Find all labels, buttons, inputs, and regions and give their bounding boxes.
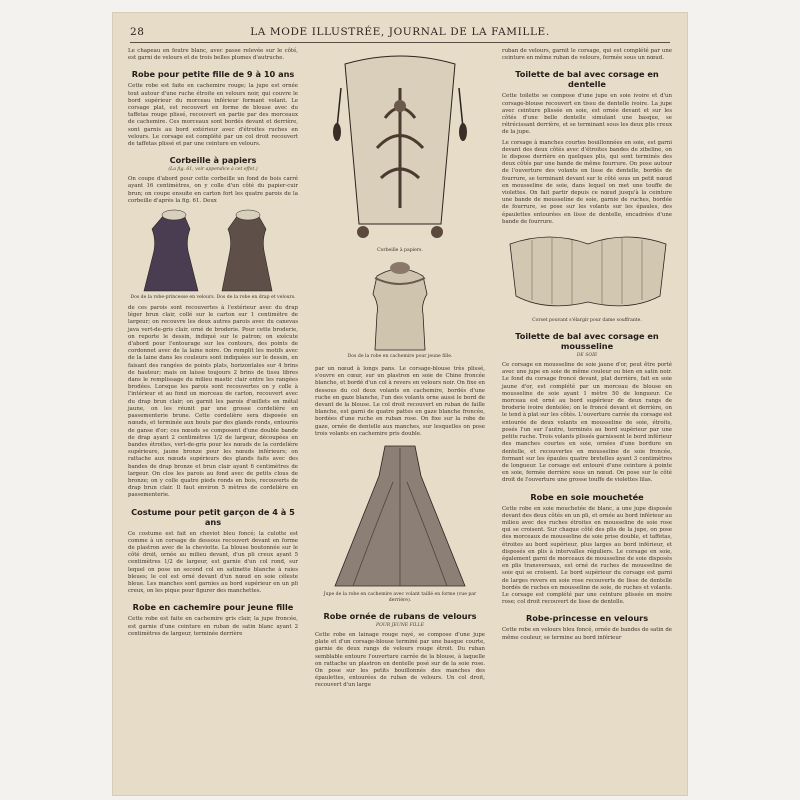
section-body: Cette robe en lainage rouge rayé, se compose d'une jupe plate et d'un corsage-blouse terminé par une basque courte, garnie de deux rangs de velours rouge étroit. Du ruban semblable entoure l'ouverture carrée de la blouse, à laquelle on rattache un plastron en dentelle posé sur de la soie rose. On pose sur les petits bouillonnés des manches des épaulettes, entourées de ruban de velours. Un col droit, recouvert d'un large: [315, 632, 485, 689]
intro-text: Le chapeau en feutre blanc, avec passe relevée sur le côté, est garni de velours et de trois belles plumes d'autruche.: [128, 48, 298, 62]
section-title: Robe en cachemire pour jeune fille: [132, 602, 294, 613]
section-title: Robe pour petite fille de 9 à 10 ans: [131, 69, 295, 80]
corset-figure: [502, 230, 672, 318]
figure-caption: Corbeille à papiers.: [377, 248, 423, 253]
figure-caption: Corset pouvant s'élargir pour dame souffrante.: [532, 318, 642, 324]
column-middle: [315, 48, 485, 693]
section-body: On coupe d'abord pour cette corbeille un fond de bois carré ayant 16 centimètres, on y colle d'un côté du papier-cuir brun; on coupe ensuite en carton fort les quatre parois de la corbeille d'après la fig. 61. Deux: [128, 176, 298, 204]
section-title: Robe-princesse en velours: [525, 613, 649, 624]
page-header: [130, 22, 670, 43]
section-body: Le corsage à manches courtes bouillonnées en soie, est garni devant des deux côtés avec d'étroites bandes de zibeline, on le dispose derrière en quelques plis, qui sont terminés des deux côtés par une bande de même fourrure. On pose autour de l'ouverture des volants en lisse de dentelle, bordés de fourrure, se terminant devant sur le côté sous un petit nœud en mousseline de soie, dans lequel on met une touffe de violettes. On fait partir depuis ce nœud jusqu'à la ceinture une bande de mousseline de soie, garnie de ruches, bordée de fourrure, se pose sur les volants sur les épaules, des épaulettes entourées en lisse de dentelle, encadrées d'une bande de fourrure.: [502, 139, 672, 225]
section-subtitle: DE SOIE: [576, 353, 598, 359]
section-title: Costume pour petit garçon de 4 à 5 ans: [131, 506, 295, 527]
dress-back-figure: [315, 262, 485, 354]
figure-caption: Jupe de la robe en cachemire avec volant taillé en forme (vue par derrière).: [323, 592, 477, 604]
page-number: 28: [130, 26, 145, 38]
dress-backs-figure: [128, 209, 298, 293]
section-subtitle: (La fig. 61, voir appendice à cet effet.): [168, 167, 258, 173]
section-body: Cette robe est faite en cachemire rouge; la jupe est ornée tout autour d'une ruche étroite en velours noir, qui couvre le bord supérieur du morceau inférieur formant volant. Le corsage plat, est recouvert en forme de blouse avec du taffetas rouge plissé, recouvert en partie par des morceaux de cachemire. Ces morceaux sont bordés devant et derrière, sont garnis au bord extérieur avec d'étroites ruches en velours. Le corsage est complété par un col droit recouvert de taffetas plissé et par une ceinture en velours.: [128, 83, 298, 148]
section-body: Ce corsage en mousseline de soie jaune d'or, peut être porté avec une jupe en soie de même couleur ou bien en satin noir. Le fond du corsage froncé devant, plat derrière, fait en soie jaune d'or, est complété par un morceau de blouse en mousseline de soie ayant 1 mètre 50 de longueur. Ce morceau est orné au bord supérieur de deux rangs de broderie ivoire dentelée; on le froncé devant et derrière, on le tend à plat sur les côtés. L'ouverture carrée du corsage est entourée de deux volants en mousseline de soie, étroits, posés l'un sur l'autre, terminés au bord supérieur par une petite ruche. Trois volants plissés garnissent le bord inférieur des manches courtes en soie, ornées d'une bordure en dentelle, et recouvertes en mousseline de soie froncée, formant sur les épaules quatre bretelles ayant 3 centimètres de longueur. Le corsage est entouré d'une ceinture à pointe en soie, fermée derrière sous un nœud. On pose sur le côté droit de l'ouverture une grosse touffe de violettes lilas.: [502, 362, 672, 484]
section-body: Cette robe est faite en cachemire gris clair, la jupe froncée, est garnie d'une ceinture en ruban de satin blanc ayant 2 centimètres de largeur, terminée derrière: [128, 616, 298, 637]
journal-page: [112, 12, 688, 796]
section-title: Toilette de bal avec corsage en mousseline: [515, 331, 659, 352]
section-body: Ce costume est fait en cheviot bleu foncé; la culotte est comme à un corsage de dessous recouvert devant en forme de plastron avec de la cheviotte. La blouse boutonnée sur le côté droit, ornée au milieu devant, d'un pli creux ayant 5 centimètres 1/2 de largeur, est garnie d'un col rond, sur lequel on pose un second col en satinette blanche à raies bleues; le col est orné devant d'un nœud en soie céleste bleue. Les manches sont garnies au bord supérieur en un pli creux, on les pique pour figurer des manchettes.: [128, 530, 298, 595]
section-subtitle: POUR JEUNE FILLE: [375, 623, 424, 629]
section-body: de ces parois sont recouvertes à l'extérieur avec du drap léger brun clair, collé sur le carton sur 1 centimètre de largeur; on recouvre les deux autres parois avec du canevas java vert-de-gris clair, orné de broderie. Pour cette broderie, on reporte le dessin, indiqué sur le patron; on exécute d'abord pour l'entourage sur les contours, des points de cordonnet avec de la laine noire. On remplit les motifs avec de la laine dans les couleurs sont indiquées sur le dessin, en faisant des rangées de points plats, horizontales sur 4 brins de hauteur; mais on laisse toujours 2 brins de tissu libres dans le remplissage du milieu mastic clair entre les rangées brodées. Lorsque les parois sont recouvertes on y colle à l'intérieur et au fond un morceau de carton, recouvert avec du drap brun clair; on garnit les parois d'œillets en métal jaune, on les réunit par une grosse cordelière en passementerie brune. Cette cordelière sera disposée en nœuds, et terminée aux bouts par des glands ronds, entourés de ganse d'or; ces nœuds se composent d'une double bande de drap ayant 2 centimètres 1/2 de largeur, découpées en bandes étroites, vert-de-gris pour les nœuds de la cordelière supérieure, jaune bronze pour les nœuds inférieurs; on rattache aux nœuds supérieurs des glands faits avec des bandes de drap bronze et brun clair ayant 6 centimètres de largeur. On clos les parois au fond avec de petits clous de bronze; on y colle quatre pieds ronds en bois, recouverts de drap brun clair. Il faut environ 5 mètres de cordelière en passementerie.: [128, 305, 298, 499]
section-body: Cette robe en soie mouchetée de blanc, a une jupe disposée devant des deux côtés en un pli, et ornée au bord inférieur au milieu avec des ruches étroites en mousseline de soie rose qui se croisent. Sur chaque côté des plis de la jupe, on pose des morceaux de mousseline de soie prise double, et taffetas, étroites au bord supérieur, plus larges au bord inférieur, et disposés en plis à intervalles réguliers. Le corsage en soie, également garni de morceaux de mousseline de soie disposés en plis transversaux, est orné de ruches de mousseline de soie qui se croisent. Le bord supérieur du corsage est garni de larges revers en soie rose recouverts de lisse de dentelle bordés de ruches en mousseline de soie, de ruches et volants. Le corsage est complété par une ceinture plissée en moire rose; col droit recouvert de lisse de dentelle.: [502, 505, 672, 606]
dress-illustration: [144, 212, 198, 291]
section-title: Robe ornée de rubans de velours: [323, 611, 477, 622]
section-body: Cette toilette se compose d'une jupe en soie ivoire et d'un corsage-blouse recouvert en tissu de dentelle ivoire. La jupe avec ceinture plissée en soie, est ornée devant et sur les côtés d'une belle dentelle simulant une basque, se rétrécissant derrière, et se terminant sous les deux plis creux de la jupe.: [502, 93, 672, 136]
section-body: Cette robe en velours bleu foncé, ornée de bandes de satin de même couleur, se termine au bord inférieur: [502, 627, 672, 641]
wastebasket-figure: [315, 48, 485, 248]
column-left: [128, 48, 298, 641]
section-body: par un nœud à longs pans. Le corsage-blouse très plissé, s'ouvre en cœur, sur un plastron en soie de Chine froncée blanche, et bordé d'un col à revers en velours noir. On fixe en dessous du col deux volants en cachemire, bordés d'une ruche en gaze blanche, l'un des volants orne aussi le bord de devant de la blouse. Le col droit recouvert en ruban de faille blanche, est garni de quatre pattes en gaze blanche froncée, bordées d'une ruche en ruban rose. On fixe sur la robe de gaze, ornée de dentelle aux manches, sur lesquelles on pose trois volants en cachemire pris double.: [315, 366, 485, 437]
figure-caption: Dos de la robe-princesse en velours. Dos de la robe en drap et velours.: [130, 295, 296, 301]
dress-illustration: [222, 212, 272, 291]
skirt-figure: [315, 442, 485, 592]
section-title: Toilette de bal avec corsage en dentelle: [515, 69, 659, 90]
figure-caption: Dos de la robe en cachemire pour jeune fille.: [347, 354, 453, 359]
section-title: Corbeille à papiers: [169, 155, 257, 166]
column-right: [502, 48, 672, 645]
journal-title: LA MODE ILLUSTRÉE, JOURNAL DE LA FAMILLE.: [250, 26, 550, 38]
corset-illustration: [510, 237, 666, 306]
intro-text: ruban de velours, garnit le corsage, qui est complété par une ceinture en même ruban de velours, fermée sous un nœud.: [502, 48, 672, 62]
section-title: Robe en soie mouchetée: [530, 491, 644, 502]
